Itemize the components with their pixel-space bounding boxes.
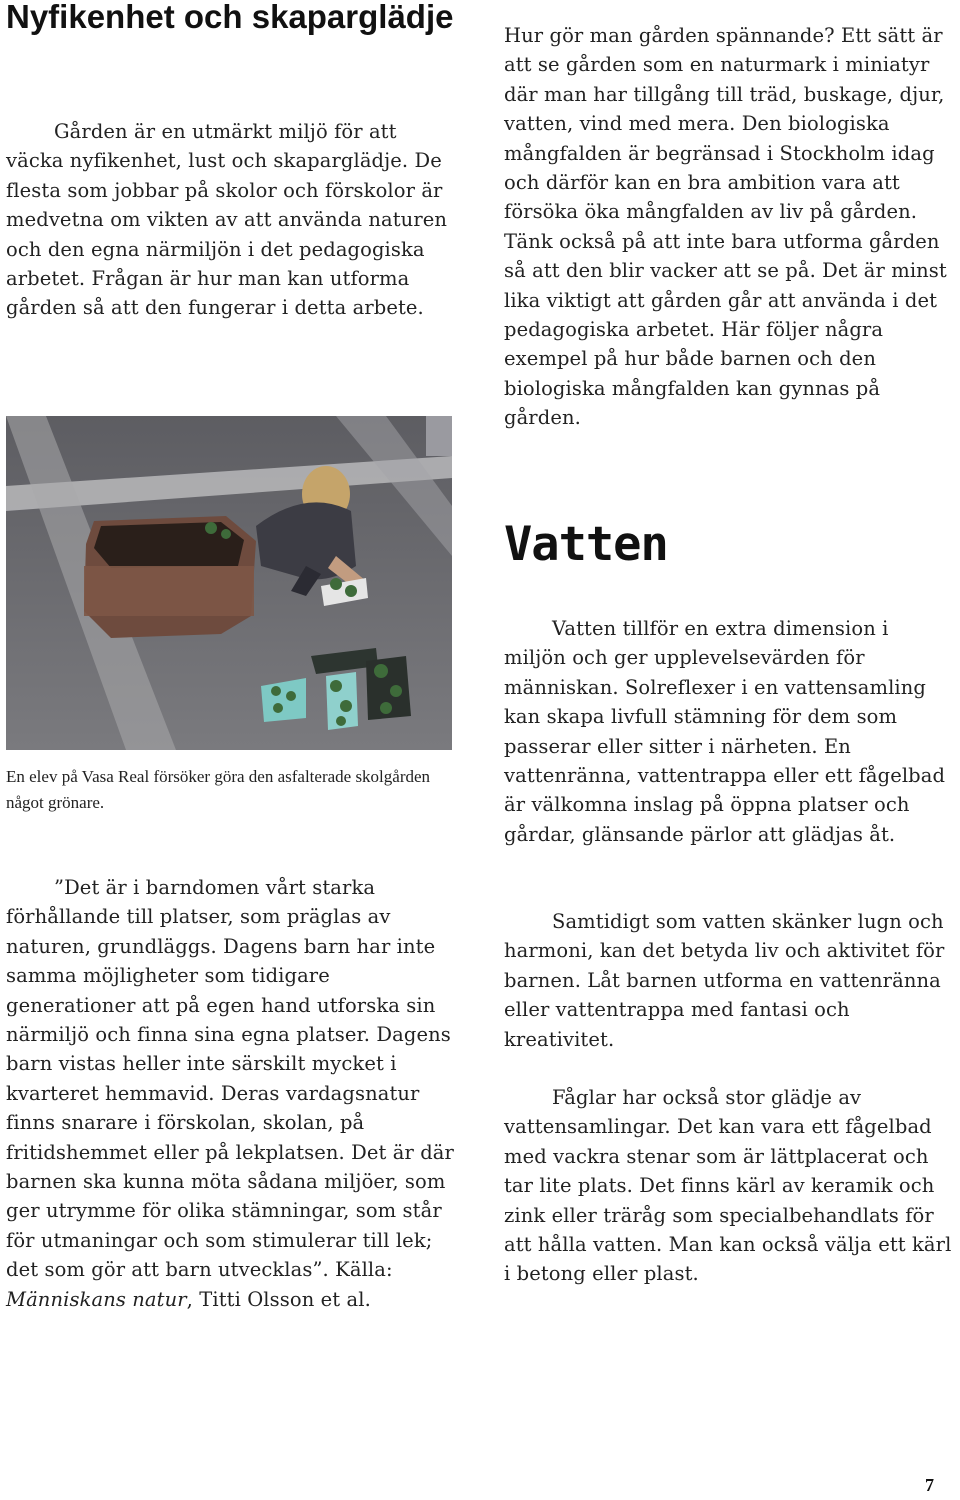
photo-student-planting <box>6 416 452 750</box>
section-heading-vatten: Vatten <box>504 517 668 572</box>
source-label: Källa: <box>335 1258 393 1282</box>
vatten-paragraph-3: Fåglar har också stor glädje av vattensamlingar. Det kan vara ett fågelbad med vackra stenar som är lättplacerat och tar lite plats. Det finns kärl av keramik och zink eller träråg som specialbehandlats för att hålla vatten. Man kan också välja ett kärl i betong eller plast. <box>504 1086 952 1286</box>
page-number: 7 <box>925 1475 934 1495</box>
photo-caption: En elev på Vasa Real försöker göra den asfalterade skolgården något grönare. <box>6 767 431 812</box>
quote-paragraph <box>6 873 456 1314</box>
source-title: Människans natur <box>6 1287 187 1311</box>
quote-text: ”Det är i barndomen vårt starka förhållande till platser, som präglas av naturen, grundläggs. Dagens barn har inte samma möjligheter som tidigare generationer att på egen hand utforska sin närmiljö och finna sina egna platser. Dagens barn vistas heller inte särskilt mycket i kvarteret hemmavid. Deras vardagsnatur finns snarare i förskolan, skolan, på fritidshemmet eller på lekplatsen. Det är där barnen ska kunna möta sådana miljöer, som ger utrymme för olika stämningar, som står för utmaningar och som stimulerar till lek; det som gör att barn utvecklas”. <box>6 876 454 1282</box>
vatten-paragraph-1: Vatten tillför en extra dimension i miljön och ger upplevelsevärden för människan. Solreflexer i en vattensamling kan skapa livfull stämning för dem som passerar eller sitter i närheten. En vattenränna, vattentrappa eller ett fågelbad är välkomna inslag på öppna platser och gårdar, glänsande pärlor att glädjas åt. <box>504 617 946 846</box>
section-heading-nyfikenhet: Nyfikenhet och skaparglädje <box>6 0 454 35</box>
vatten-paragraph-2: Samtidigt som vatten skänker lugn och harmoni, kan det betyda liv och aktivitet för barnen. Låt barnen utforma en vattenränna eller vattentrappa med fantasi och kreativitet. <box>504 910 945 1051</box>
intro-paragraph: Gården är en utmärkt miljö för att väcka nyfikenhet, lust och skaparglädje. De flesta som jobbar på skolor och förskolor är medvetna om vikten av att använda naturen och den egna närmiljön i det pedagogiska arbetet. Frågan är hur man kan utforma gården så att den fungerar i detta arbete. <box>6 120 448 320</box>
source-author: , Titti Olsson et al. <box>186 1287 371 1311</box>
hur-paragraph: Hur gör man gården spännande? Ett sätt är att se gården som en naturmark i miniatyr där man har tillgång till träd, buskage, djur, vatten, vind med mera. Den biologiska mångfalden är begränsad i Stockholm idag och därför kan en bra ambition vara att försöka öka mångfalden av liv på gården. Tänk också på att inte bara utforma gården så att den blir vacker att se på. Det är minst lika viktigt att gården går att använda i det pedagogiska arbetet. Här följer några exempel på hur både barnen och den biologiska mångfalden kan gynnas på gården. <box>504 24 947 430</box>
